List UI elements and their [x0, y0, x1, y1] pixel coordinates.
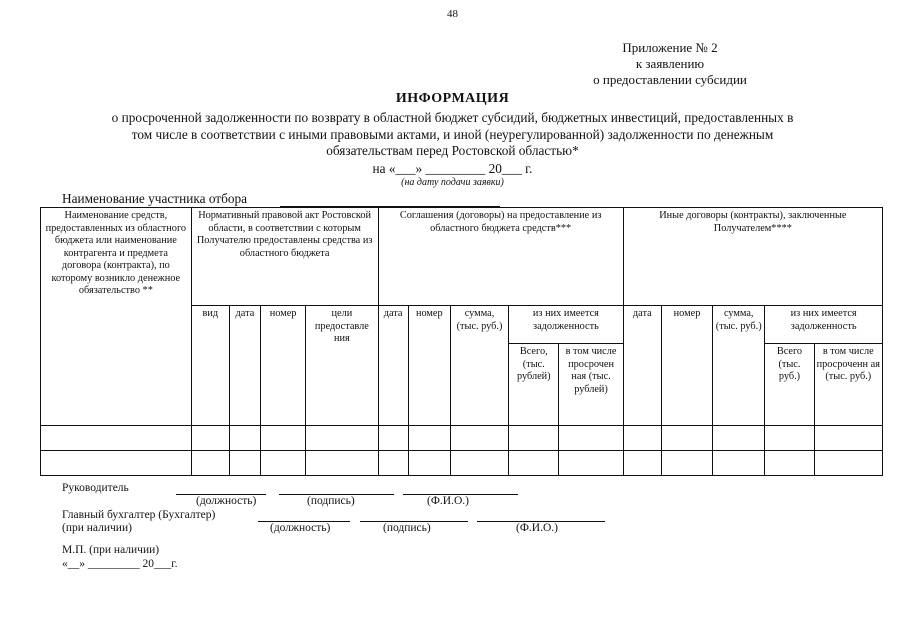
- accountant-label: Главный бухгалтер (Бухгалтер): [62, 509, 216, 521]
- header-legal-number: номер: [261, 306, 306, 426]
- header-other-debt-overdue: в том числе просроченн ая (тыс. руб.): [814, 344, 882, 426]
- header-agreements: Соглашения (договоры) на предоставление из областного бюджета средств***: [378, 208, 623, 306]
- appendix-line-1: Приложение № 2: [622, 40, 718, 55]
- date-line: на «___» _________ 20___ г.: [372, 161, 533, 176]
- head-label: Руководитель: [62, 482, 129, 494]
- header-legal-type: вид: [191, 306, 229, 426]
- description-line-2: том числе в соответствии с иными правовыми актами, и иной (неурегулированной) задолженности по денежным: [131, 126, 774, 142]
- signature-date: «__» _________ 20___г.: [62, 558, 178, 570]
- participant-label: Наименование участника отбора: [62, 191, 248, 206]
- head-position-caption: (должность): [196, 495, 257, 507]
- accountant-signature-caption: (подпись): [383, 522, 431, 534]
- document-description: [40, 110, 865, 160]
- header-agr-number: номер: [408, 306, 450, 426]
- appendix-line-2: к заявлению: [635, 56, 705, 71]
- header-legal-date: дата: [229, 306, 260, 426]
- table-row: [41, 451, 883, 476]
- appendix-header: [560, 40, 780, 88]
- header-other-debt-total: Всего (тыс. руб.): [765, 344, 814, 426]
- description-line-1: о просроченной задолженности по возврату в областной бюджет субсидий, бюджетных инвестиций, предоставленных в: [111, 110, 794, 125]
- appendix-line-3: о предоставлении субсидии: [593, 72, 747, 87]
- date-note: (на дату подачи заявки): [401, 177, 504, 188]
- header-fund-name: Наименование средств, предоставленных из областного бюджета или наименование контрагента и предмета договора (контракта), по которому возникло денежное обязательство **: [41, 208, 192, 426]
- header-agr-date: дата: [378, 306, 408, 426]
- accountant-position-caption: (должность): [270, 522, 331, 534]
- header-other-number: номер: [661, 306, 712, 426]
- document-title: ИНФОРМАЦИЯ: [395, 91, 510, 106]
- stamp-label: М.П. (при наличии): [62, 544, 160, 556]
- header-agr-debt-overdue: в том числе просрочен ная (тыс. рублей): [559, 344, 623, 426]
- header-agr-debt: из них имеется задолженность: [509, 306, 624, 344]
- header-legal-act: Нормативный правовой акт Ростовской области, в соответствии с которым Получателю предоставлены средства из областного бюджета: [191, 208, 378, 306]
- head-fio-caption: (Ф.И.О.): [427, 495, 469, 507]
- head-signature-caption: (подпись): [307, 495, 355, 507]
- page-number: 48: [447, 8, 458, 20]
- accountant-fio-caption: (Ф.И.О.): [516, 522, 558, 534]
- table-row: [41, 426, 883, 451]
- header-agr-sum: сумма, (тыс. руб.): [450, 306, 508, 426]
- accountant-if-any: (при наличии): [62, 522, 132, 534]
- header-other-contracts: Иные договоры (контракты), заключенные Получателем****: [623, 208, 882, 306]
- description-line-3: обязательствам перед Ростовской областью*: [326, 143, 579, 158]
- header-other-sum: сумма, (тыс. руб.): [713, 306, 765, 426]
- header-other-date: дата: [623, 306, 661, 426]
- header-agr-debt-total: Всего, (тыс. рублей): [509, 344, 559, 426]
- debt-table: [40, 207, 883, 476]
- header-legal-purpose: цели предоставле ния: [306, 306, 378, 426]
- header-other-debt: из них имеется задолженность: [765, 306, 883, 344]
